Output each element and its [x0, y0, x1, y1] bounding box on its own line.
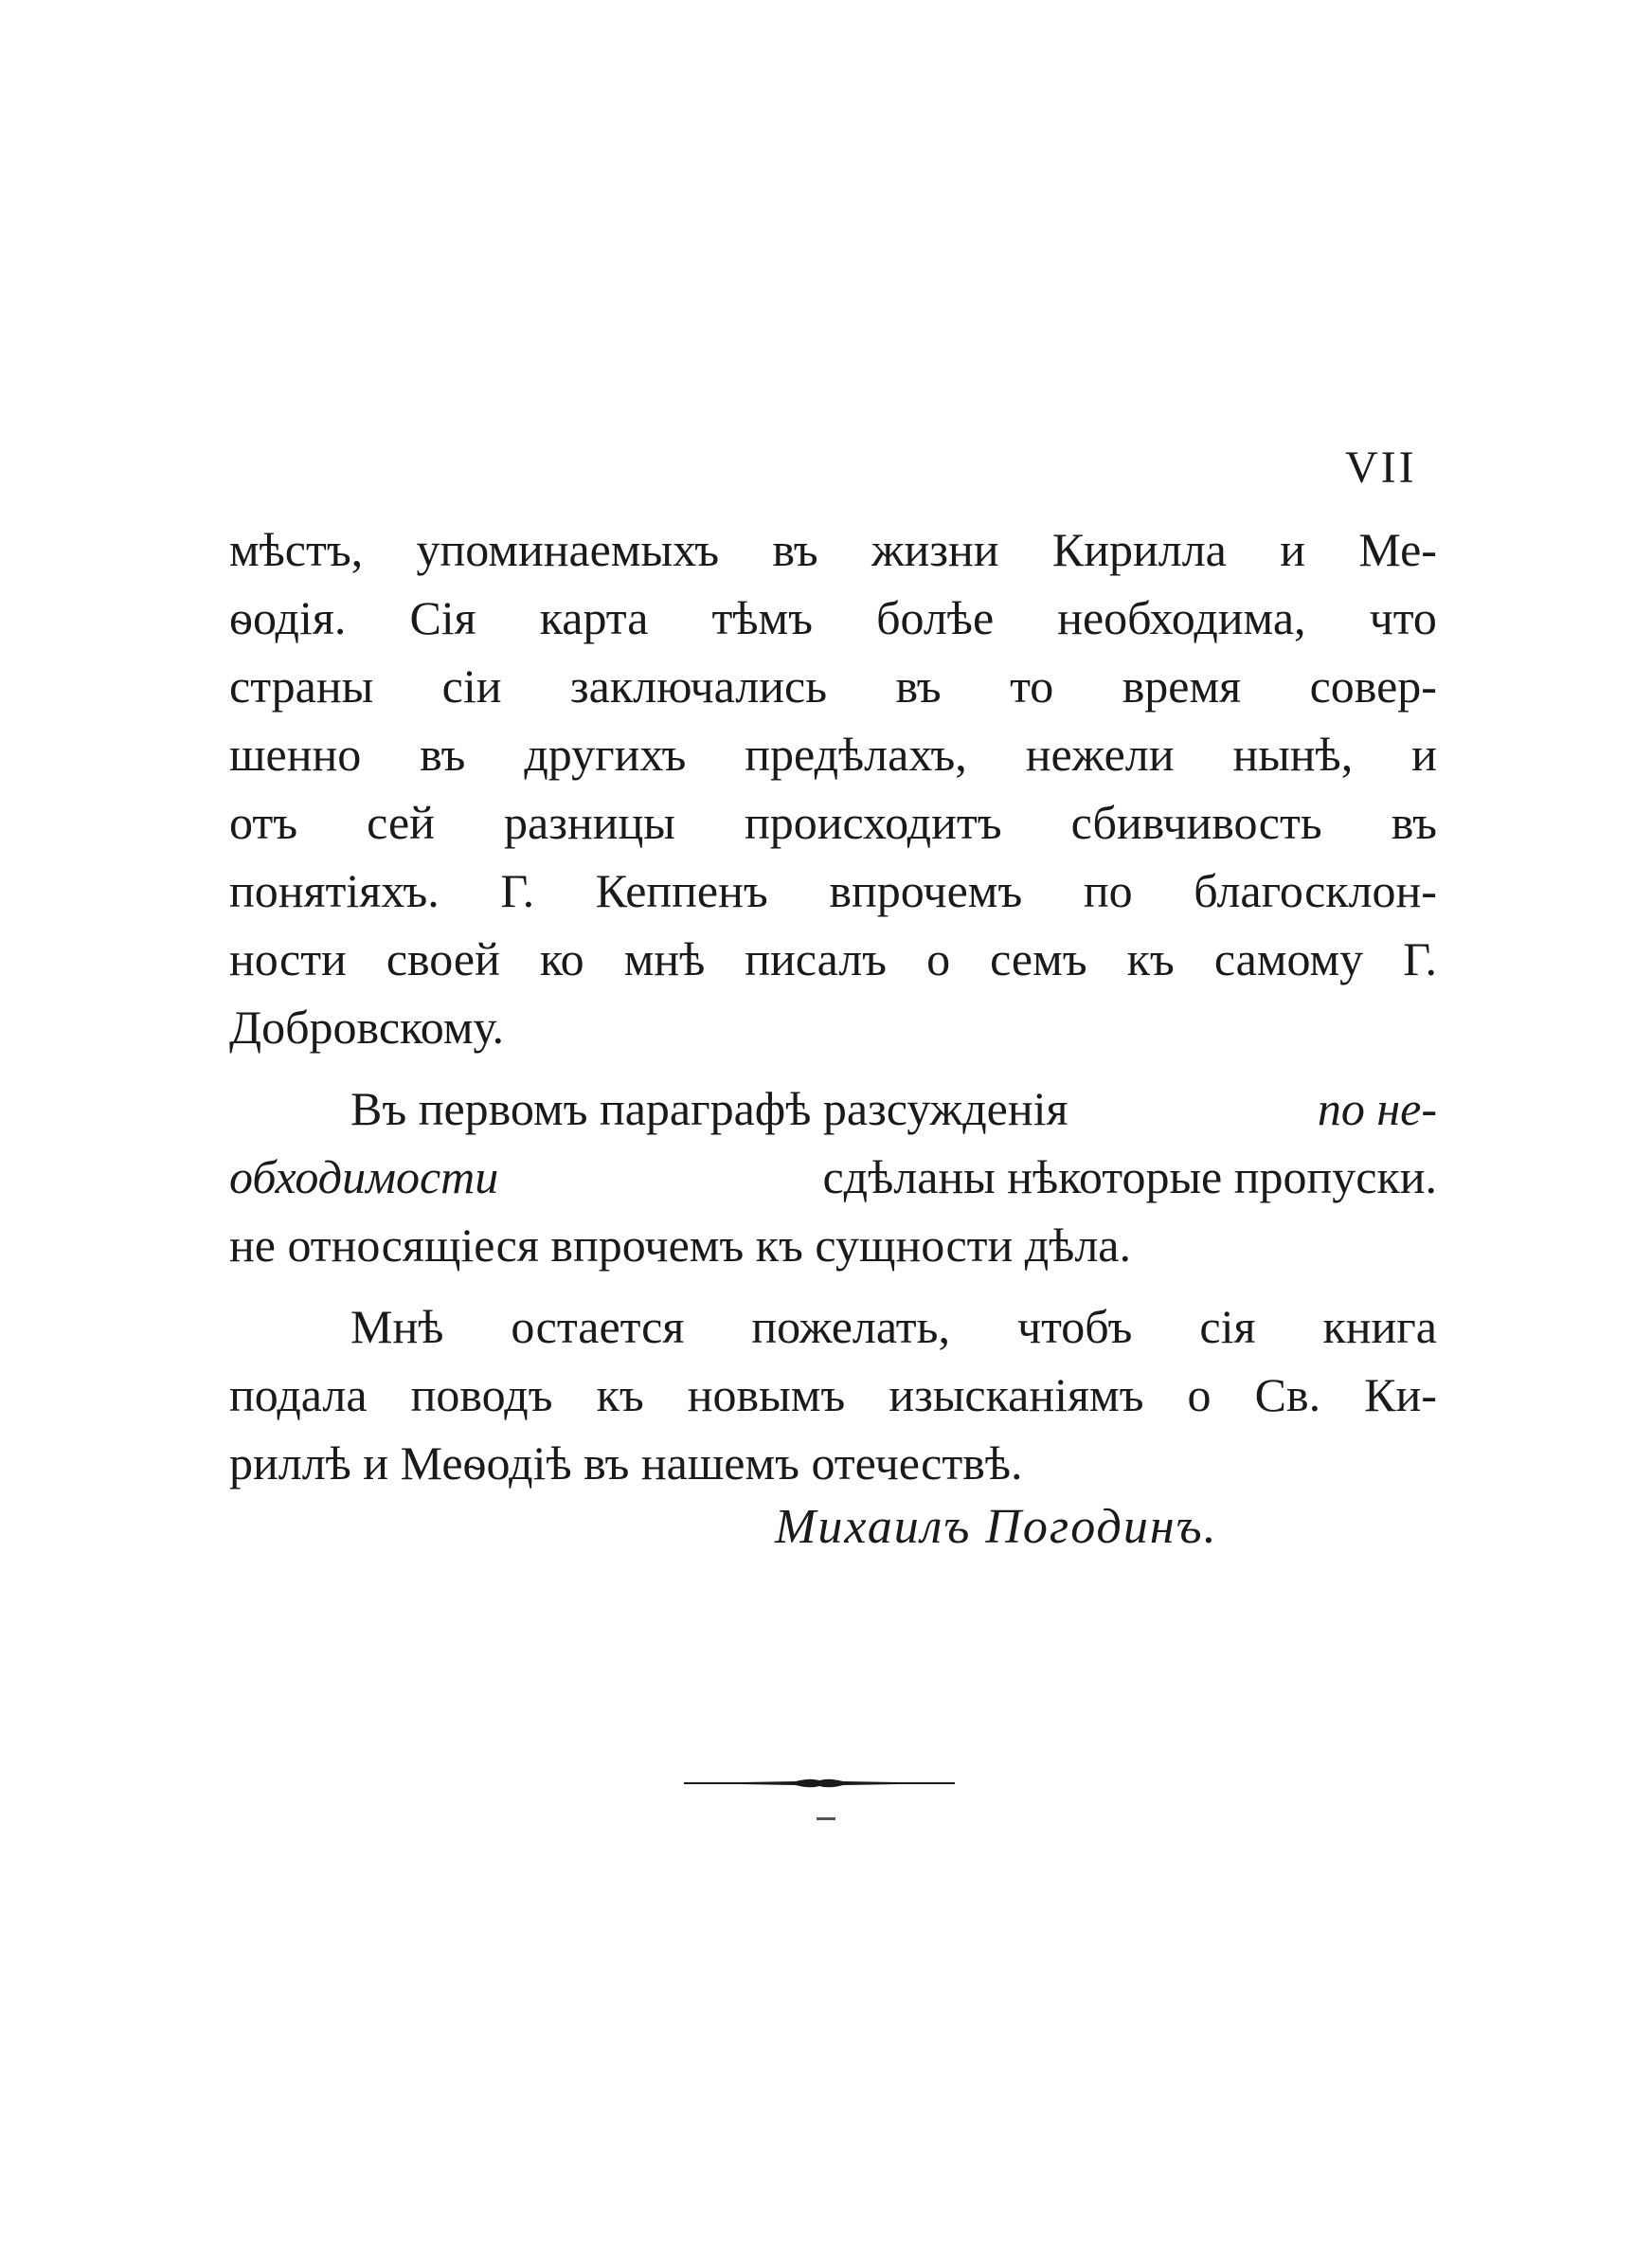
word: Сія [409, 591, 476, 644]
text-line [229, 1212, 1437, 1278]
word: совер- [1309, 659, 1437, 713]
word: поводъ [410, 1368, 553, 1421]
word: упоминаемыхъ [416, 523, 720, 576]
word: мнѣ [623, 932, 706, 985]
word: въ [1391, 796, 1437, 849]
ornament-mark [817, 1817, 835, 1820]
word: разницы [504, 796, 675, 849]
word: сіи [441, 659, 502, 713]
word: Мнѣ [350, 1300, 444, 1353]
word: нежели [1025, 728, 1175, 781]
word: въ [772, 523, 818, 576]
word: сія [1199, 1300, 1256, 1353]
word: другихъ [524, 728, 687, 781]
text-line [350, 1075, 1437, 1142]
word: подала [229, 1368, 368, 1421]
word: въ [895, 659, 942, 713]
text-line [350, 1293, 1437, 1360]
word: своей [386, 932, 500, 985]
word: семъ [990, 932, 1087, 985]
text-line [229, 721, 1437, 787]
word: о [926, 932, 951, 985]
italic-phrase: обходимости [229, 1150, 499, 1203]
word: по [1083, 864, 1133, 917]
word: шенно [229, 728, 362, 781]
text-line [229, 1144, 1437, 1210]
text-line [229, 653, 1437, 719]
word: понятіяхъ. [229, 864, 440, 917]
word: новымъ [687, 1368, 846, 1421]
word: отъ [229, 796, 298, 849]
word: сей [367, 796, 435, 849]
word: чтобъ [1016, 1300, 1133, 1353]
word: и [1411, 728, 1437, 781]
word: Г. [500, 864, 535, 917]
page-number: VII [1345, 442, 1417, 493]
word: мѣстъ, [229, 523, 364, 576]
word: ности [229, 932, 347, 985]
word: впрочемъ [829, 864, 1023, 917]
word: болѣе [876, 591, 995, 644]
text-line [229, 858, 1437, 924]
text-line-content: не относящіеся впрочемъ къ сущности дѣла. [229, 1219, 1131, 1272]
word: Ки- [1364, 1368, 1437, 1421]
word: Кирилла [1051, 523, 1227, 576]
word: ѳодія. [229, 591, 347, 644]
word: происходитъ [744, 796, 1002, 849]
word: о [1187, 1368, 1212, 1421]
word: къ [1126, 932, 1175, 985]
text-line [229, 926, 1437, 992]
word: къ [596, 1368, 644, 1421]
word: предѣлахъ, [745, 728, 967, 781]
word: что [1369, 591, 1437, 644]
word: пожелать, [751, 1300, 950, 1353]
word: Ме- [1358, 523, 1437, 576]
word: Г. [1403, 932, 1437, 985]
text-line [229, 1362, 1437, 1428]
word: изысканіямъ [889, 1368, 1144, 1421]
text-line [229, 516, 1437, 583]
word: и [1280, 523, 1305, 576]
word: то [1010, 659, 1054, 713]
word: остается [511, 1300, 685, 1353]
text-line [229, 789, 1437, 856]
text-line [229, 585, 1437, 651]
text-line-content: Добровскому. [229, 1001, 504, 1054]
word: ко [539, 932, 584, 985]
word: книга [1322, 1300, 1437, 1353]
word: сбивчивость [1070, 796, 1322, 849]
text-line-content: сдѣланы нѣкоторые пропуски. [822, 1150, 1437, 1203]
author-signature: Михаилъ Погодинъ. [775, 1500, 1218, 1554]
text-line [229, 1430, 1437, 1496]
text-line-content: риллѣ и Меѳодіѣ въ нашемъ отечествѣ. [229, 1436, 1023, 1490]
word: необходима, [1057, 591, 1306, 644]
word: страны [229, 659, 374, 713]
word: Кеппенъ [595, 864, 768, 917]
word: писалъ [745, 932, 888, 985]
word: Св. [1254, 1368, 1321, 1421]
word: благосклон- [1194, 864, 1437, 917]
word: въ [420, 728, 466, 781]
italic-phrase: по не- [1317, 1082, 1437, 1135]
word: тѣмъ [711, 591, 814, 644]
word: время [1122, 659, 1242, 713]
word: самому [1213, 932, 1364, 985]
text-line-content: Въ первомъ параграфѣ разсужденія [350, 1082, 1068, 1135]
word: жизни [871, 523, 999, 576]
word: нынѣ, [1232, 728, 1354, 781]
decorative-rule-ornament [682, 1764, 957, 1802]
word: карта [539, 591, 649, 644]
word: заключались [569, 659, 828, 713]
text-line [229, 994, 1437, 1060]
